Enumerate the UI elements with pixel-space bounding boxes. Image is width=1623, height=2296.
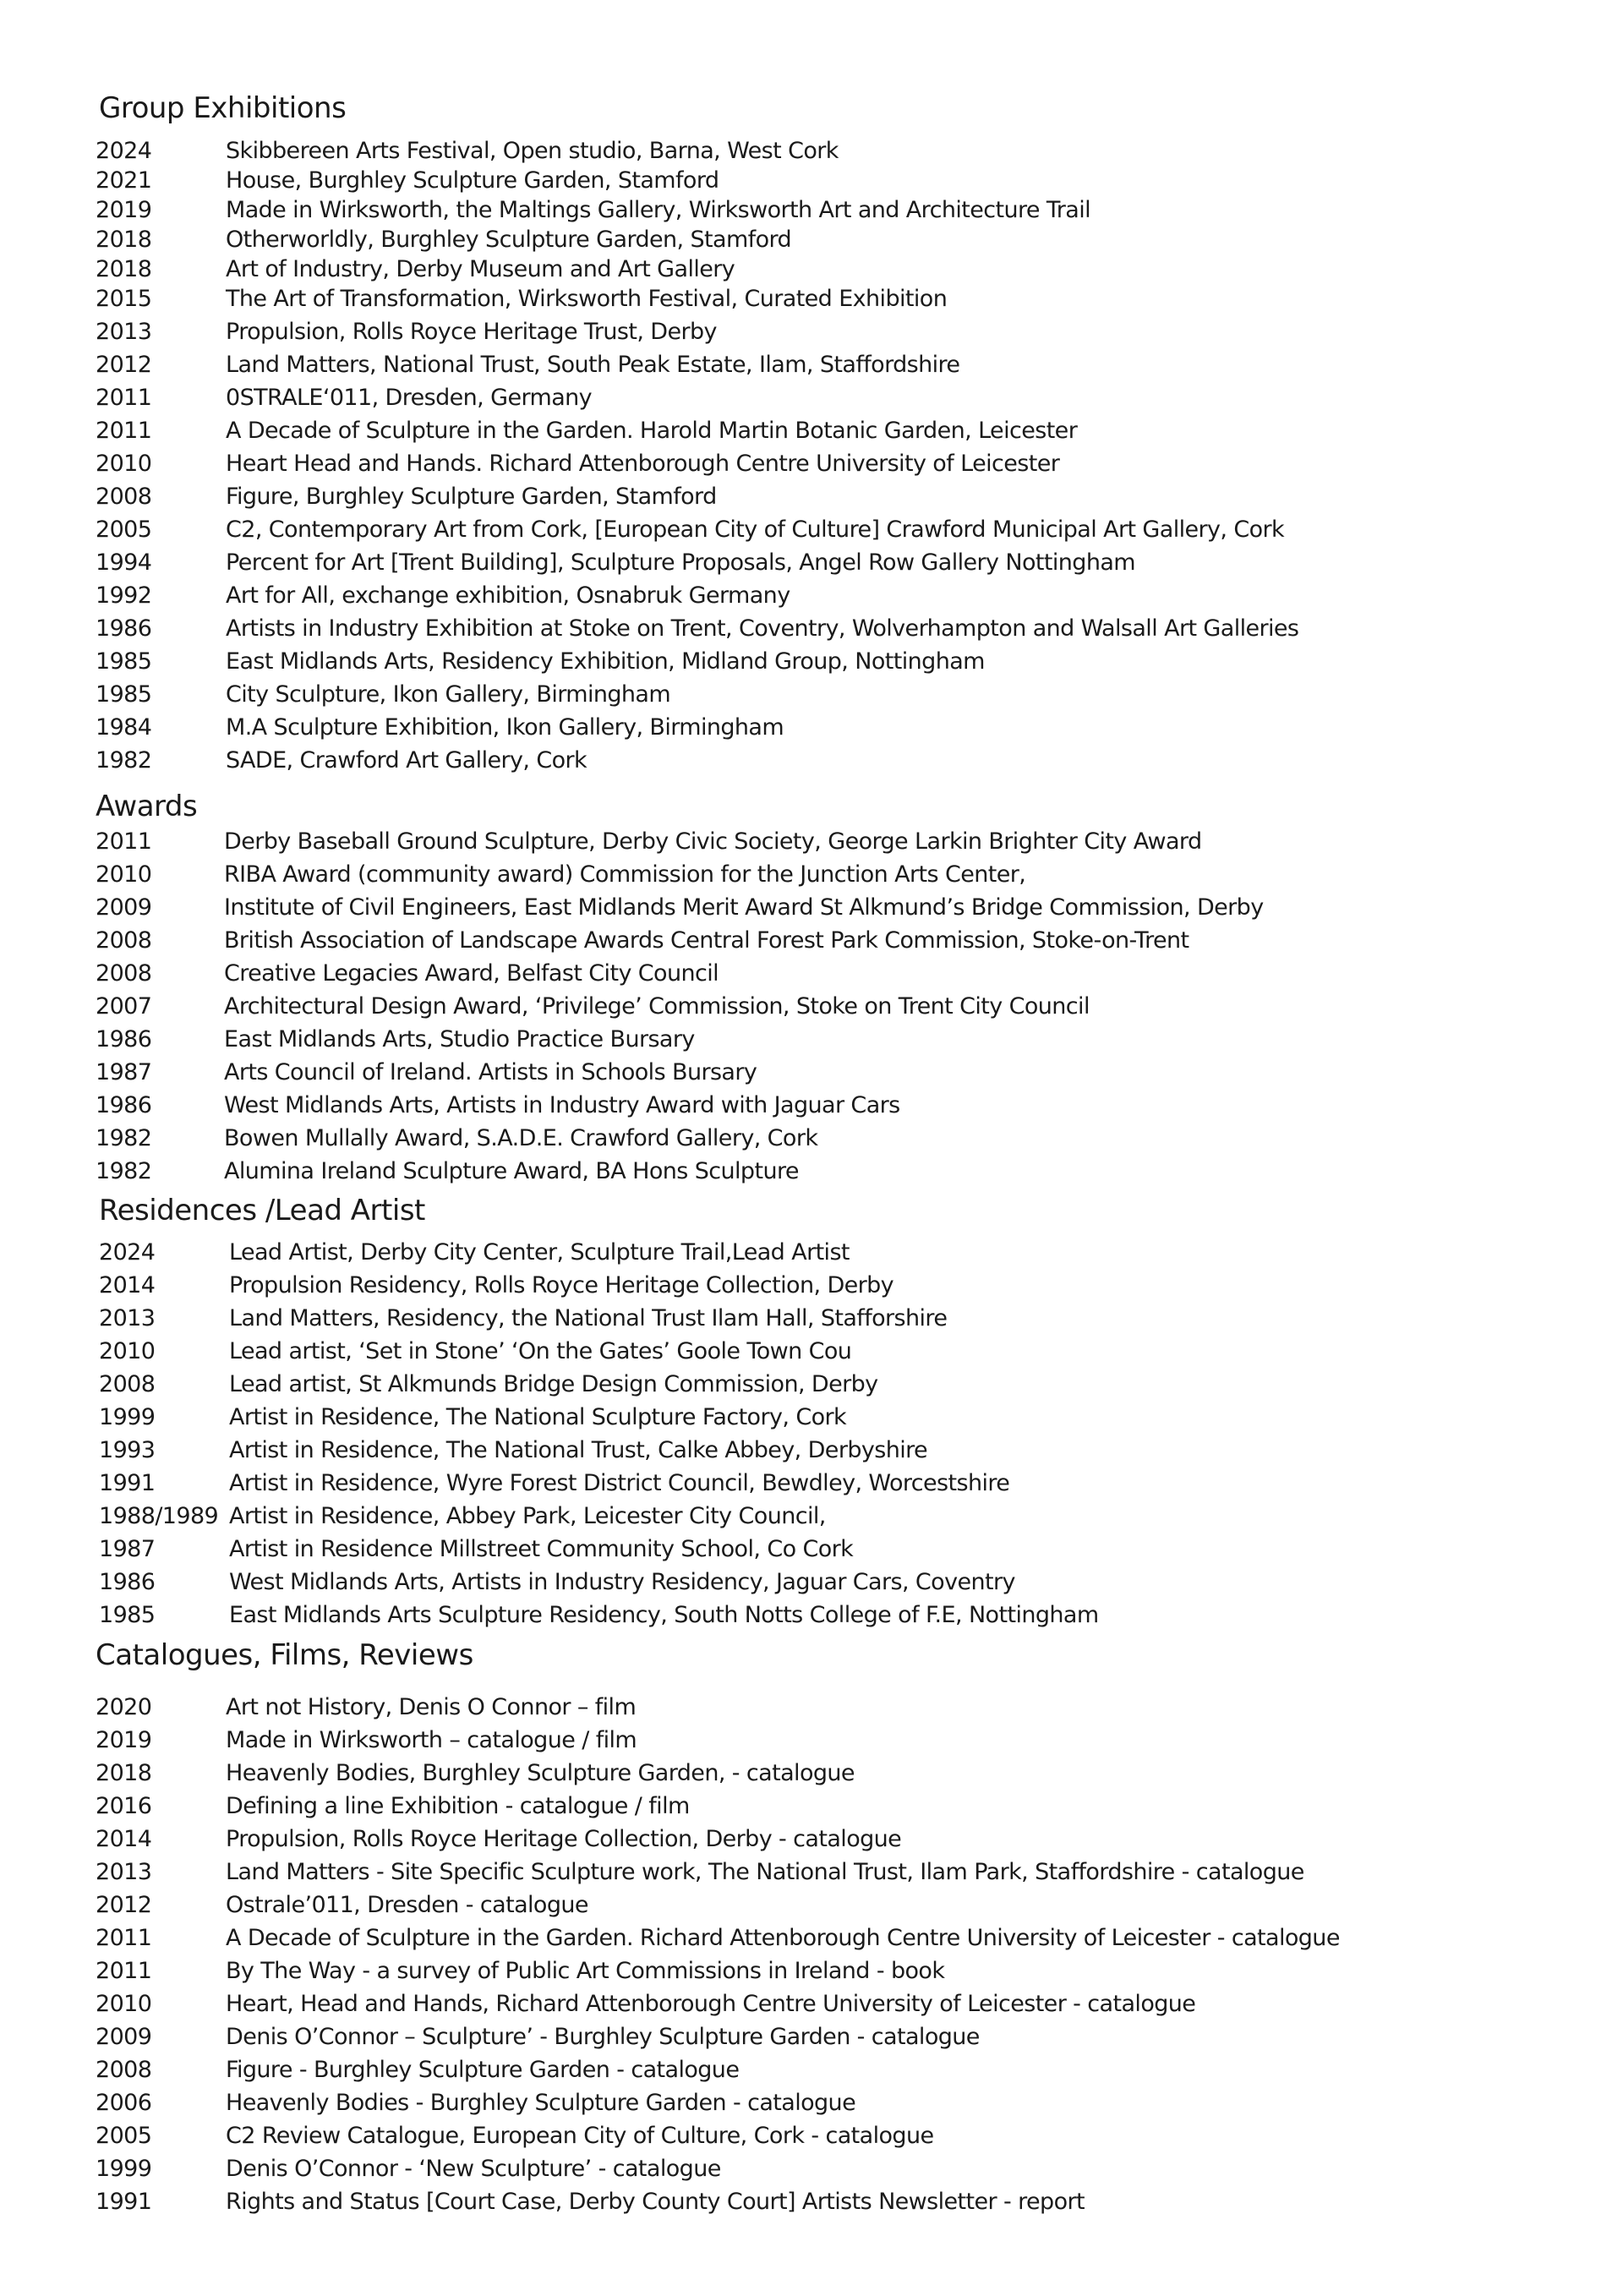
entry-year: 1982 xyxy=(96,1158,152,1184)
entry-year: 1993 xyxy=(99,1437,156,1463)
entry-text: Lead Artist, Derby City Center, Sculpture Trail,Lead Artist xyxy=(229,1239,850,1266)
entry-year: 2011 xyxy=(96,828,152,855)
entry-text: Art of Industry, Derby Museum and Art Gallery xyxy=(226,256,735,282)
entry-year: 2010 xyxy=(96,1991,152,2017)
entry-year: 2019 xyxy=(96,197,152,223)
entry-text: C2 Review Catalogue, European City of Culture, Cork - catalogue xyxy=(226,2123,934,2149)
entry-text: A Decade of Sculpture in the Garden. Harold Martin Botanic Garden, Leicester xyxy=(226,418,1078,444)
section-heading: Residences /Lead Artist xyxy=(99,1194,425,1227)
entry-text: West Midlands Arts, Artists in Industry Award with Jaguar Cars xyxy=(224,1092,900,1118)
entry-text: Artist in Residence, Wyre Forest District Council, Bewdley, Worcestshire xyxy=(229,1470,1010,1496)
entry-year: 2010 xyxy=(96,861,152,888)
entry-year: 2009 xyxy=(96,894,152,921)
entry-text: Lead artist, ‘Set in Stone’ ‘On the Gates’ Goole Town Cou xyxy=(229,1338,852,1364)
entry-text: Artists in Industry Exhibition at Stoke on Trent, Coventry, Wolverhampton and Walsall Art Galleries xyxy=(226,615,1299,642)
entry-year: 2018 xyxy=(96,1760,152,1786)
entry-year: 1992 xyxy=(96,582,152,609)
entry-year: 1988/1989 xyxy=(99,1503,219,1529)
entry-text: 0STRALE‘011, Dresden, Germany xyxy=(226,385,593,411)
entry-year: 2024 xyxy=(99,1239,156,1266)
entry-year: 2020 xyxy=(96,1694,152,1720)
entry-year: 1986 xyxy=(99,1569,156,1595)
entry-text: Denis O’Connor - ‘New Sculpture’ - catalogue xyxy=(226,2156,721,2182)
entry-year: 1984 xyxy=(96,714,152,741)
entry-text: SADE, Crawford Art Gallery, Cork xyxy=(226,747,587,774)
entry-year: 1985 xyxy=(99,1602,156,1628)
entry-text: West Midlands Arts, Artists in Industry Residency, Jaguar Cars, Coventry xyxy=(229,1569,1015,1595)
entry-text: Lead artist, St Alkmunds Bridge Design Commission, Derby xyxy=(229,1371,878,1397)
entry-text: Bowen Mullally Award, S.A.D.E. Crawford Gallery, Cork xyxy=(224,1125,818,1151)
entry-text: Artist in Residence Millstreet Community School, Co Cork xyxy=(229,1536,854,1562)
entry-text: RIBA Award (community award) Commission for the Junction Arts Center, xyxy=(224,861,1026,888)
entry-year: 2005 xyxy=(96,517,152,543)
entry-text: Heart, Head and Hands, Richard Attenborough Centre University of Leicester - catalogue xyxy=(226,1991,1196,2017)
entry-text: Skibbereen Arts Festival, Open studio, Barna, West Cork xyxy=(226,138,839,164)
section-heading: Awards xyxy=(96,790,198,823)
entry-text: C2, Contemporary Art from Cork, [European City of Culture] Crawford Municipal Art Gallery, Cork xyxy=(226,517,1285,543)
section-heading: Catalogues, Films, Reviews xyxy=(96,1638,473,1672)
entry-text: Land Matters, National Trust, South Peak Estate, Ilam, Staffordshire xyxy=(226,352,960,378)
section-heading: Group Exhibitions xyxy=(99,91,347,125)
entry-text: Ostrale’011, Dresden - catalogue xyxy=(226,1892,588,1918)
entry-year: 2019 xyxy=(96,1727,152,1753)
entry-text: Heart Head and Hands. Richard Attenborough Centre University of Leicester xyxy=(226,451,1060,477)
entry-text: Heavenly Bodies - Burghley Sculpture Garden - catalogue xyxy=(226,2090,856,2116)
entry-year: 2006 xyxy=(96,2090,152,2116)
entry-year: 2011 xyxy=(96,385,152,411)
entry-year: 2015 xyxy=(96,286,152,312)
entry-year: 1985 xyxy=(96,648,152,675)
entry-year: 2011 xyxy=(96,1958,152,1984)
entry-text: Art not History, Denis O Connor – film xyxy=(226,1694,637,1720)
entry-text: Figure, Burghley Sculpture Garden, Stamford xyxy=(226,484,717,510)
entry-year: 2013 xyxy=(99,1305,156,1331)
entry-year: 2007 xyxy=(96,993,152,1020)
entry-year: 2018 xyxy=(96,256,152,282)
entry-text: Land Matters - Site Specific Sculpture work, The National Trust, Ilam Park, Staffordshire - catalogue xyxy=(226,1859,1304,1885)
entry-text: Propulsion, Rolls Royce Heritage Collection, Derby - catalogue xyxy=(226,1826,902,1852)
entry-text: The Art of Transformation, Wirksworth Festival, Curated Exhibition xyxy=(226,286,948,312)
entry-text: Artist in Residence, The National Sculpture Factory, Cork xyxy=(229,1404,847,1430)
entry-text: Rights and Status [Court Case, Derby County Court] Artists Newsletter - report xyxy=(226,2189,1085,2215)
entry-text: Otherworldly, Burghley Sculpture Garden, Stamford xyxy=(226,227,792,253)
entry-text: City Sculpture, Ikon Gallery, Birmingham xyxy=(226,681,671,708)
entry-year: 1994 xyxy=(96,549,152,576)
entry-year: 2014 xyxy=(99,1272,156,1298)
entry-year: 1982 xyxy=(96,1125,152,1151)
entry-year: 2021 xyxy=(96,167,152,194)
entry-year: 2005 xyxy=(96,2123,152,2149)
entry-year: 2013 xyxy=(96,319,152,345)
entry-text: East Midlands Arts, Studio Practice Bursary xyxy=(224,1026,695,1052)
entry-year: 2008 xyxy=(99,1371,156,1397)
entry-year: 1986 xyxy=(96,615,152,642)
entry-text: Percent for Art [Trent Building], Sculpture Proposals, Angel Row Gallery Nottingham xyxy=(226,549,1135,576)
entry-text: Denis O’Connor – Sculpture’ - Burghley Sculpture Garden - catalogue xyxy=(226,2024,980,2050)
entry-text: A Decade of Sculpture in the Garden. Richard Attenborough Centre University of Leicester - catalogue xyxy=(226,1925,1340,1951)
entry-text: Arts Council of Ireland. Artists in Schools Bursary xyxy=(224,1059,757,1085)
entry-year: 2014 xyxy=(96,1826,152,1852)
entry-year: 2012 xyxy=(96,352,152,378)
entry-year: 1985 xyxy=(96,681,152,708)
entry-text: M.A Sculpture Exhibition, Ikon Gallery, Birmingham xyxy=(226,714,784,741)
entry-text: Creative Legacies Award, Belfast City Council xyxy=(224,960,719,987)
entry-text: House, Burghley Sculpture Garden, Stamford xyxy=(226,167,719,194)
entry-year: 2008 xyxy=(96,927,152,954)
entry-text: East Midlands Arts Sculpture Residency, South Notts College of F.E, Nottingham xyxy=(229,1602,1099,1628)
entry-year: 1991 xyxy=(99,1470,156,1496)
entry-text: Made in Wirksworth, the Maltings Gallery, Wirksworth Art and Architecture Trail xyxy=(226,197,1091,223)
entry-text: Land Matters, Residency, the National Trust Ilam Hall, Stafforshire xyxy=(229,1305,948,1331)
entry-year: 2008 xyxy=(96,2057,152,2083)
entry-text: Artist in Residence, Abbey Park, Leicester City Council, xyxy=(229,1503,826,1529)
entry-text: Derby Baseball Ground Sculpture, Derby Civic Society, George Larkin Brighter City Award xyxy=(224,828,1202,855)
entry-year: 2016 xyxy=(96,1793,152,1819)
entry-year: 1982 xyxy=(96,747,152,774)
entry-text: Propulsion Residency, Rolls Royce Heritage Collection, Derby xyxy=(229,1272,894,1298)
entry-year: 2013 xyxy=(96,1859,152,1885)
entry-text: Defining a line Exhibition - catalogue / film xyxy=(226,1793,690,1819)
entry-text: Artist in Residence, The National Trust, Calke Abbey, Derbyshire xyxy=(229,1437,928,1463)
entry-year: 2011 xyxy=(96,418,152,444)
entry-text: Alumina Ireland Sculpture Award, BA Hons Sculpture xyxy=(224,1158,799,1184)
entry-year: 2010 xyxy=(96,451,152,477)
entry-text: Figure - Burghley Sculpture Garden - catalogue xyxy=(226,2057,740,2083)
entry-year: 2008 xyxy=(96,484,152,510)
entry-text: East Midlands Arts, Residency Exhibition, Midland Group, Nottingham xyxy=(226,648,985,675)
entry-year: 2024 xyxy=(96,138,152,164)
entry-year: 1986 xyxy=(96,1026,152,1052)
entry-text: British Association of Landscape Awards Central Forest Park Commission, Stoke-on-Trent xyxy=(224,927,1189,954)
entry-year: 1986 xyxy=(96,1092,152,1118)
entry-text: Art for All, exchange exhibition, Osnabruk Germany xyxy=(226,582,790,609)
entry-year: 1991 xyxy=(96,2189,152,2215)
entry-year: 2009 xyxy=(96,2024,152,2050)
entry-text: Made in Wirksworth – catalogue / film xyxy=(226,1727,637,1753)
entry-text: By The Way - a survey of Public Art Commissions in Ireland - book xyxy=(226,1958,945,1984)
entry-year: 2011 xyxy=(96,1925,152,1951)
entry-text: Institute of Civil Engineers, East Midlands Merit Award St Alkmund’s Bridge Commission, Derby xyxy=(224,894,1264,921)
entry-year: 2008 xyxy=(96,960,152,987)
entry-year: 1999 xyxy=(96,2156,152,2182)
entry-text: Propulsion, Rolls Royce Heritage Trust, Derby xyxy=(226,319,717,345)
entry-year: 2018 xyxy=(96,227,152,253)
entry-year: 1987 xyxy=(99,1536,156,1562)
entry-year: 1999 xyxy=(99,1404,156,1430)
entry-year: 2010 xyxy=(99,1338,156,1364)
entry-text: Architectural Design Award, ‘Privilege’ Commission, Stoke on Trent City Council xyxy=(224,993,1090,1020)
entry-year: 1987 xyxy=(96,1059,152,1085)
entry-text: Heavenly Bodies, Burghley Sculpture Garden, - catalogue xyxy=(226,1760,855,1786)
entry-year: 2012 xyxy=(96,1892,152,1918)
